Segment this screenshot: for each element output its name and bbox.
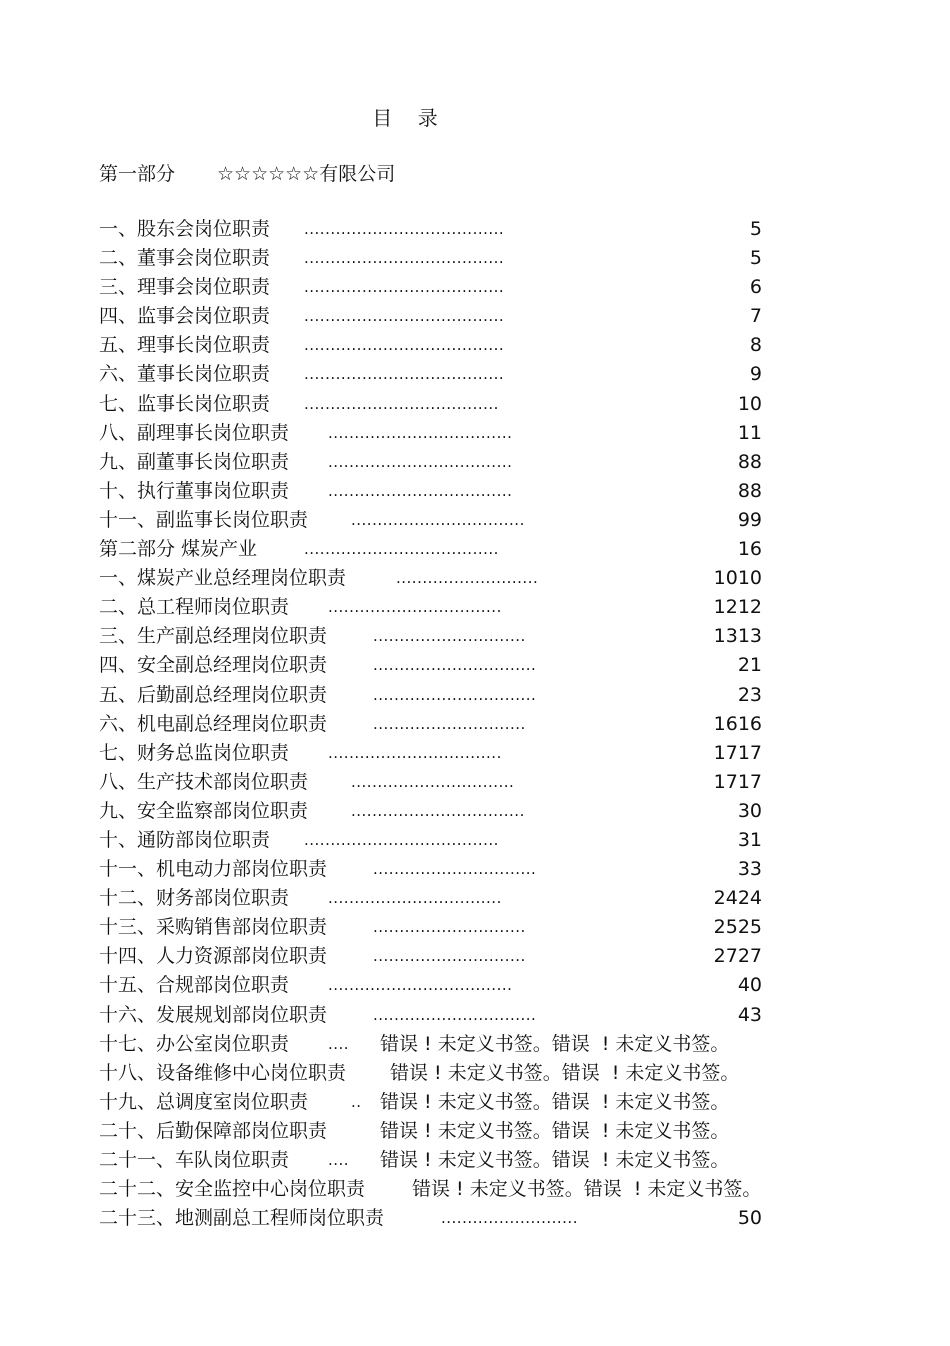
toc-entry[interactable] xyxy=(99,448,789,477)
toc-entry[interactable] xyxy=(99,215,789,244)
toc-entry-label: 十二、财务部岗位职责 xyxy=(99,887,290,910)
page-title-text: 目 录 xyxy=(372,106,438,130)
toc-entry-page: 5 xyxy=(749,218,762,240)
toc-entry-leader: ................................. xyxy=(351,801,525,820)
part-one-company: ☆☆☆☆☆☆有限公司 xyxy=(217,163,396,185)
toc-entry-label: 十八、设备维修中心岗位职责 xyxy=(99,1061,347,1084)
toc-entry-label: 七、监事长岗位职责 xyxy=(99,392,271,415)
toc-entry-leader: ................................. xyxy=(328,889,502,908)
toc-entry-label: 二十、后勤保障部岗位职责 xyxy=(99,1119,328,1142)
toc-entry-error[interactable] xyxy=(99,1088,789,1117)
toc-entry[interactable] xyxy=(99,331,789,360)
toc-entry-label: 十九、总调度室岗位职责 xyxy=(99,1090,309,1113)
toc-entry-page: 2525 xyxy=(713,916,762,939)
toc-entry-page: 2424 xyxy=(713,887,762,910)
toc-entry-label: 七、财务总监岗位职责 xyxy=(99,741,290,764)
toc-entry-leader: ............................... xyxy=(373,685,537,704)
toc-entry-leader: ..................................... xyxy=(304,540,499,559)
toc-entry[interactable] xyxy=(99,739,789,768)
toc-entry-page: 1717 xyxy=(713,741,762,764)
toc-entry-label: 十一、机电动力部岗位职责 xyxy=(99,858,328,881)
toc-entry-page: 23 xyxy=(737,683,762,706)
toc-entry-leader: ................................... xyxy=(328,481,513,500)
toc-entry-label: 四、监事会岗位职责 xyxy=(99,305,271,328)
toc-entry-label: 八、副理事长岗位职责 xyxy=(99,421,290,444)
toc-entry-leader: .. xyxy=(351,1092,362,1111)
toc-entry-label: 第二部分 煤炭产业 xyxy=(99,538,258,561)
toc-entry-page: 31 xyxy=(737,828,762,851)
toc-entry-leader: ................................. xyxy=(351,510,525,529)
toc-entry-error[interactable] xyxy=(99,1059,789,1088)
toc-entry-error-text: 错误 ! 未定义书签。错误 ! 未定义书签。 xyxy=(412,1178,762,1201)
toc-entry-leader: ................................... xyxy=(328,452,513,471)
toc-entry-error-text: 错误 ! 未定义书签。错误 ! 未定义书签。 xyxy=(380,1032,730,1055)
toc-entry-label: 二十三、地测副总工程师岗位职责 xyxy=(99,1207,385,1230)
toc-entry-label: 十六、发展规划部岗位职责 xyxy=(99,1003,328,1026)
toc-entry-error[interactable] xyxy=(99,1117,789,1146)
toc-entry-leader: ................................. xyxy=(328,598,502,617)
toc-entry-page: 9 xyxy=(749,363,762,386)
toc-entry-label: 一、股东会岗位职责 xyxy=(99,218,271,240)
toc-entry[interactable] xyxy=(99,535,789,564)
toc-entry-page: 16 xyxy=(737,538,762,561)
toc-entry-page: 50 xyxy=(737,1207,762,1230)
toc-entry[interactable] xyxy=(99,419,789,448)
toc-entry-leader: ............................... xyxy=(351,772,515,791)
toc-entry[interactable] xyxy=(99,942,789,971)
page-title xyxy=(0,102,810,131)
toc-entry-leader: ............................. xyxy=(373,947,526,966)
toc-entry-label: 五、理事长岗位职责 xyxy=(99,334,271,357)
toc-entry[interactable] xyxy=(99,913,789,942)
toc-entry-page: 1717 xyxy=(713,770,762,793)
toc-entry-page: 8 xyxy=(749,334,762,357)
toc-entry-label: 十、通防部岗位职责 xyxy=(99,828,271,851)
toc-entry-label: 二十二、安全监控中心岗位职责 xyxy=(99,1178,366,1201)
toc-entry-page: 1313 xyxy=(713,625,762,648)
toc-entry-page: 33 xyxy=(737,858,762,881)
toc-entry-page: 2727 xyxy=(713,945,762,968)
toc-entry[interactable] xyxy=(99,768,789,797)
toc-entry-label: 六、机电副总经理岗位职责 xyxy=(99,712,328,735)
toc-entry[interactable] xyxy=(99,622,789,651)
toc-entry-label: 十四、人力资源部岗位职责 xyxy=(99,945,328,968)
toc-entry[interactable] xyxy=(99,302,789,331)
toc-entry-error-text: 错误 ! 未定义书签。错误 ! 未定义书签。 xyxy=(380,1119,730,1142)
part-one-label: 第一部分 xyxy=(99,163,176,185)
toc-entry-leader: ............................. xyxy=(373,714,526,733)
toc-entry-page: 6 xyxy=(749,276,762,299)
toc-entry[interactable] xyxy=(99,1001,789,1030)
toc-entry-page: 21 xyxy=(737,654,762,677)
toc-entry-leader: .... xyxy=(328,1034,350,1053)
toc-entry-leader: ................................. xyxy=(328,743,502,762)
toc-entry-label: 六、董事长岗位职责 xyxy=(99,363,271,386)
toc-entry-label: 三、生产副总经理岗位职责 xyxy=(99,625,328,648)
toc-entry[interactable] xyxy=(99,884,789,913)
toc-entry-error[interactable] xyxy=(99,1175,789,1204)
toc-entry-error-text: 错误 ! 未定义书签。错误 ! 未定义书签。 xyxy=(380,1149,730,1171)
toc-entry-leader: ...................................... xyxy=(304,307,505,326)
toc-entry-label: 四、安全副总经理岗位职责 xyxy=(99,654,328,677)
toc-entry-leader: .... xyxy=(328,1151,350,1169)
toc-entry-page: 5 xyxy=(749,247,762,270)
toc-entry-leader: ..................................... xyxy=(304,394,499,413)
toc-entry-page: 88 xyxy=(737,479,762,502)
toc-entry-leader: ..................................... xyxy=(304,830,499,849)
toc-entry-label: 八、生产技术部岗位职责 xyxy=(99,770,309,793)
toc-entry-page: 1212 xyxy=(713,596,762,619)
toc-entry-leader: ...................................... xyxy=(304,278,505,297)
toc-entry-page: 1616 xyxy=(713,712,762,735)
toc-entry-page: 30 xyxy=(737,799,762,822)
toc-entry-leader: .......................... xyxy=(441,1209,578,1228)
toc-entry-leader: ...................................... xyxy=(304,336,505,355)
toc-entry-page: 40 xyxy=(737,974,762,997)
toc-entry-leader: ...................................... xyxy=(304,365,505,384)
toc-entry[interactable] xyxy=(99,477,789,506)
toc-entry-label: 十、执行董事岗位职责 xyxy=(99,479,290,502)
toc-entry-leader: ........................... xyxy=(396,569,539,588)
toc-entry-label: 一、煤炭产业总经理岗位职责 xyxy=(99,567,347,590)
toc-entry-page: 10 xyxy=(737,392,762,415)
toc-entry-page: 88 xyxy=(737,450,762,473)
toc-entry-label: 二、总工程师岗位职责 xyxy=(99,596,290,619)
toc-entry-leader: ...................................... xyxy=(304,220,505,238)
toc-entry-label: 十七、办公室岗位职责 xyxy=(99,1032,290,1055)
toc-entry-leader: ............................... xyxy=(373,860,537,879)
toc-entry-leader: ................................... xyxy=(328,976,513,995)
toc-entry[interactable] xyxy=(99,564,789,593)
toc-entry-label: 二、董事会岗位职责 xyxy=(99,247,271,270)
toc-entry[interactable] xyxy=(99,710,789,739)
toc-entry-label: 十五、合规部岗位职责 xyxy=(99,974,290,997)
toc-entry[interactable] xyxy=(99,971,789,1000)
toc-entry-leader: ............................... xyxy=(373,1005,537,1024)
toc-entry-label: 五、后勤副总经理岗位职责 xyxy=(99,683,328,706)
toc-entry-leader: ...................................... xyxy=(304,249,505,268)
toc-entry-label: 十一、副监事长岗位职责 xyxy=(99,508,309,531)
toc-entry-label: 九、副董事长岗位职责 xyxy=(99,450,290,473)
toc-entry[interactable] xyxy=(99,826,789,855)
toc-entry[interactable] xyxy=(99,855,789,884)
toc-entry[interactable] xyxy=(99,390,789,419)
toc-entry[interactable] xyxy=(99,651,789,680)
toc-entry-page: 11 xyxy=(737,421,762,444)
toc-entry-leader: ............................... xyxy=(373,656,537,675)
toc-entry[interactable] xyxy=(99,506,789,535)
toc-entry[interactable] xyxy=(99,593,789,622)
toc-entry-label: 三、理事会岗位职责 xyxy=(99,276,271,299)
toc-entry-page: 7 xyxy=(749,305,762,328)
toc-entry-label: 十三、采购销售部岗位职责 xyxy=(99,916,328,939)
toc-entry[interactable] xyxy=(99,273,789,302)
toc-entry[interactable] xyxy=(99,797,789,826)
toc-entry-leader: ............................. xyxy=(373,918,526,937)
toc-entry-error-text: 错误 ! 未定义书签。错误 ! 未定义书签。 xyxy=(380,1090,730,1113)
toc-entry[interactable] xyxy=(99,244,789,273)
toc-entry-page: 43 xyxy=(737,1003,762,1026)
toc-entry[interactable] xyxy=(99,360,789,389)
toc-entry-label: 九、安全监察部岗位职责 xyxy=(99,799,309,822)
toc-entry-page: 99 xyxy=(737,508,762,531)
toc-entry-page: 1010 xyxy=(713,567,762,590)
toc-entry-leader: ............................. xyxy=(373,627,526,646)
toc-entry[interactable] xyxy=(99,681,789,710)
toc-entry[interactable] xyxy=(99,1204,789,1233)
part-one-heading xyxy=(99,159,395,186)
toc-entry-error[interactable] xyxy=(99,1146,789,1175)
toc-entry-label: 二十一、车队岗位职责 xyxy=(99,1149,290,1171)
toc-entry-error[interactable] xyxy=(99,1030,789,1059)
toc-entry-error-text: 错误 ! 未定义书签。错误 ! 未定义书签。 xyxy=(390,1061,740,1084)
table-of-contents xyxy=(99,215,789,1233)
toc-entry-leader: ................................... xyxy=(328,423,513,442)
